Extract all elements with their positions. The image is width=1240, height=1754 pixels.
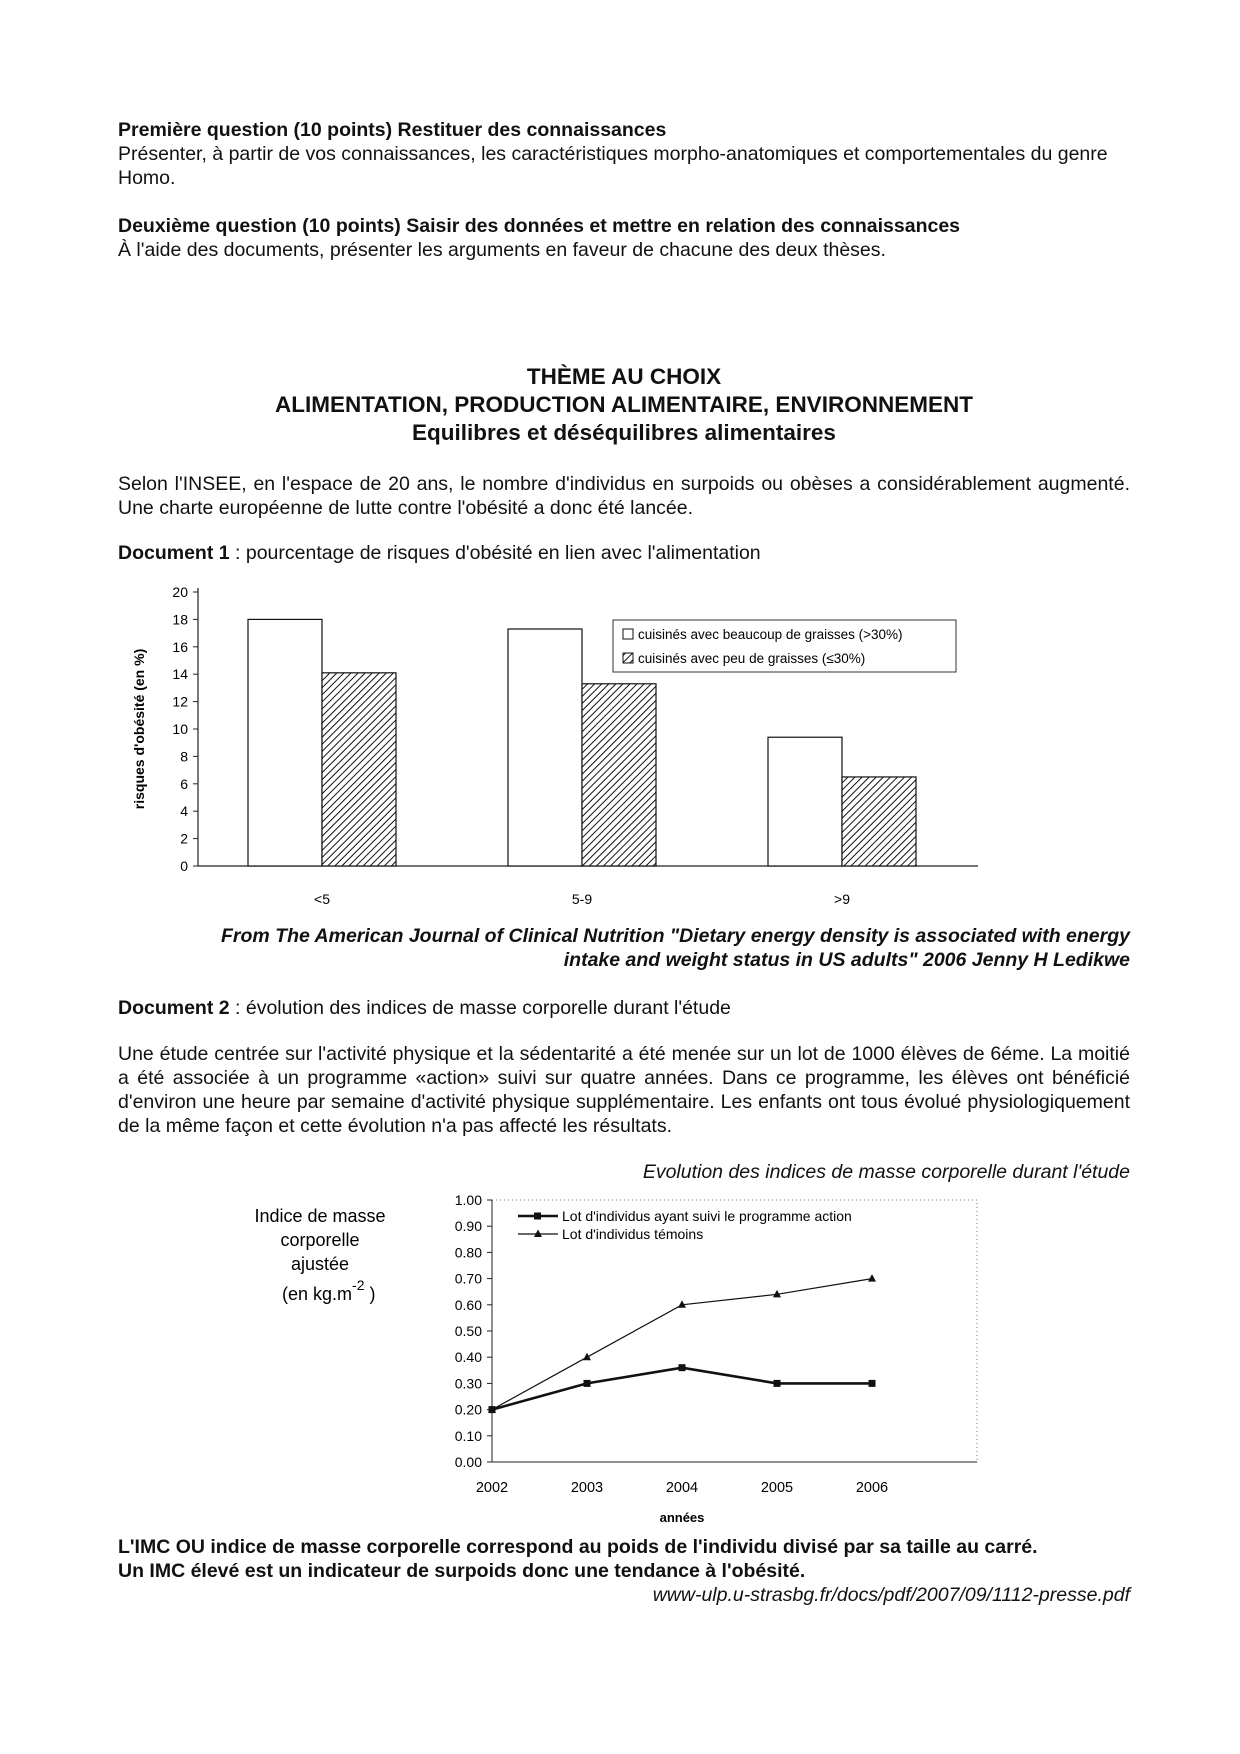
- y-label-line: Indice de masse: [254, 1206, 386, 1226]
- source-url: www-ulp.u-strasbg.fr/docs/pdf/2007/09/1112-presse.pdf: [652, 1584, 1130, 1606]
- doc1-caption-text: : pourcentage de risques d'obésité en lien avec l'alimentation: [229, 542, 761, 564]
- bar-high-fat-1: [508, 629, 582, 866]
- bar-high-fat-0: [248, 619, 322, 866]
- y-tick-label: 1.00: [454, 1192, 482, 1208]
- y-tick-label: 4: [180, 803, 188, 820]
- y-tick-label: 16: [172, 638, 188, 655]
- legend-swatch: [623, 653, 633, 663]
- point-control: [868, 1274, 876, 1282]
- x-tick-label: 2004: [665, 1480, 699, 1496]
- bar-chart: [118, 580, 978, 910]
- question-1: [118, 118, 1130, 190]
- doc2-caption: [118, 996, 1130, 1020]
- y-tick-label: 20: [172, 584, 188, 600]
- y-label-line: corporelle: [280, 1230, 360, 1250]
- y-tick-label: 18: [172, 611, 188, 628]
- y-tick-label: 0.20: [454, 1401, 482, 1418]
- y-tick-label: 0.50: [454, 1323, 482, 1339]
- x-tick-label: 2005: [760, 1480, 794, 1496]
- legend-swatch: [623, 629, 633, 639]
- question-1-heading: Première question (10 points) Restituer des connaissances: [118, 119, 667, 141]
- intro-paragraph: Selon l'INSEE, en l'espace de 20 ans, le nombre d'individus en surpoids ou obèses a considérablement augmenté. Une charte européenne de lutte contre l'obésité a donc été lancée.: [118, 473, 1130, 519]
- x-tick-label: <5: [314, 891, 330, 907]
- point-action: [584, 1380, 591, 1387]
- doc1-source-line1: From The American Journal of Clinical Nutrition "Dietary energy density is associated with energy: [221, 925, 1130, 947]
- point-action: [679, 1364, 686, 1371]
- legend-label: cuisinés avec beaucoup de graisses (>30%): [638, 627, 903, 642]
- bar-low-fat-1: [582, 684, 656, 866]
- doc1-source: [118, 924, 1130, 972]
- bar-low-fat-0: [322, 673, 396, 866]
- y-tick-label: 0.30: [454, 1375, 482, 1392]
- doc1-caption: [118, 541, 1130, 565]
- doc2-label: Document 2: [118, 997, 230, 1019]
- series-line-control: [492, 1279, 872, 1410]
- legend-marker: [534, 1230, 542, 1238]
- theme-title: THÈME AU CHOIX: [526, 364, 722, 389]
- x-tick-label: 5-9: [571, 891, 593, 907]
- theme-subtitle: ALIMENTATION, PRODUCTION ALIMENTAIRE, ENVIRONNEMENT: [275, 392, 973, 417]
- x-tick-label: 2006: [855, 1480, 889, 1496]
- theme-topic: Equilibres et déséquilibres alimentaires: [412, 420, 836, 445]
- doc2-paragraph: Une étude centrée sur l'activité physique et la sédentarité a été menée sur un lot de 1000 élèves de 6éme. La moitié a été associée à un programme «action» suivi sur quatre années. Dans ce programme, les élèves ont bénéficié d'environ une heure par semaine d'activité physique supplémentaire. Les enfants ont tous évolué physiologiquement de la même façon et cette évolution n'a pas affecté les résultats.: [118, 1043, 1130, 1137]
- y-tick-label: 0: [180, 858, 188, 874]
- y-tick-label: 0.40: [454, 1349, 482, 1366]
- y-tick-label: 0.60: [454, 1296, 482, 1313]
- x-tick-label: 2003: [570, 1480, 604, 1496]
- y-label-unit: [282, 1277, 375, 1304]
- y-tick-label: 10: [172, 721, 188, 737]
- y-axis-label: risques d'obésité (en %): [131, 648, 147, 810]
- legend-marker: [534, 1213, 541, 1220]
- question-1-text: Présenter, à partir de vos connaissances, les caractéristiques morpho-anatomiques et comportementales du genre Homo.: [118, 143, 1108, 189]
- x-axis-label: années: [659, 1510, 705, 1525]
- doc1-source-line2: intake and weight status in US adults" 2006 Jenny H Ledikwe: [563, 949, 1130, 971]
- point-control: [583, 1353, 591, 1361]
- legend-label: Lot d'individus ayant suivi le programme action: [562, 1208, 852, 1224]
- y-label-line: ajustée: [290, 1254, 350, 1274]
- y-tick-label: 0.70: [454, 1270, 482, 1287]
- doc2-caption-text: : évolution des indices de masse corporelle durant l'étude: [229, 997, 731, 1019]
- y-label-exponent: -2: [352, 1277, 365, 1293]
- imc-note: [118, 1535, 1130, 1583]
- x-tick-label: >9: [834, 891, 850, 907]
- y-tick-label: 14: [172, 666, 188, 683]
- point-action: [774, 1380, 781, 1387]
- y-tick-label: 6: [180, 775, 188, 792]
- x-tick-label: 2002: [475, 1480, 509, 1496]
- legend-label: Lot d'individus témoins: [562, 1226, 704, 1242]
- y-label-unit-close: ): [364, 1284, 376, 1304]
- line-chart: [240, 1186, 1000, 1525]
- y-tick-label: 12: [172, 693, 188, 710]
- y-tick-label: 0.00: [454, 1454, 482, 1470]
- y-label-unit-text: (en kg.m: [282, 1284, 353, 1304]
- imc-note-line1: L'IMC OU indice de masse corporelle correspond au poids de l'individu divisé par sa taille au carré.: [118, 1536, 1038, 1558]
- doc1-label: Document 1: [118, 542, 230, 564]
- imc-note-line2: Un IMC élevé est un indicateur de surpoids donc une tendance à l'obésité.: [118, 1560, 806, 1582]
- bar-low-fat-2: [842, 777, 916, 866]
- legend-label: cuisinés avec peu de graisses (≤30%): [638, 651, 866, 666]
- y-tick-label: 0.80: [454, 1244, 482, 1261]
- line-chart-title: Evolution des indices de masse corporelle durant l'étude: [642, 1161, 1130, 1183]
- y-tick-label: 2: [180, 830, 188, 847]
- series-line-action: [492, 1368, 872, 1410]
- y-tick-label: 8: [180, 748, 188, 765]
- point-action: [869, 1380, 876, 1387]
- question-2-heading: Deuxième question (10 points) Saisir des données et mettre en relation des connaissances: [118, 215, 961, 237]
- y-tick-label: 0.10: [454, 1427, 482, 1444]
- question-2: [118, 214, 1130, 262]
- question-2-text: À l'aide des documents, présenter les arguments en faveur de chacune des deux thèses.: [118, 239, 886, 261]
- y-tick-label: 0.90: [454, 1218, 482, 1235]
- bar-high-fat-2: [768, 737, 842, 866]
